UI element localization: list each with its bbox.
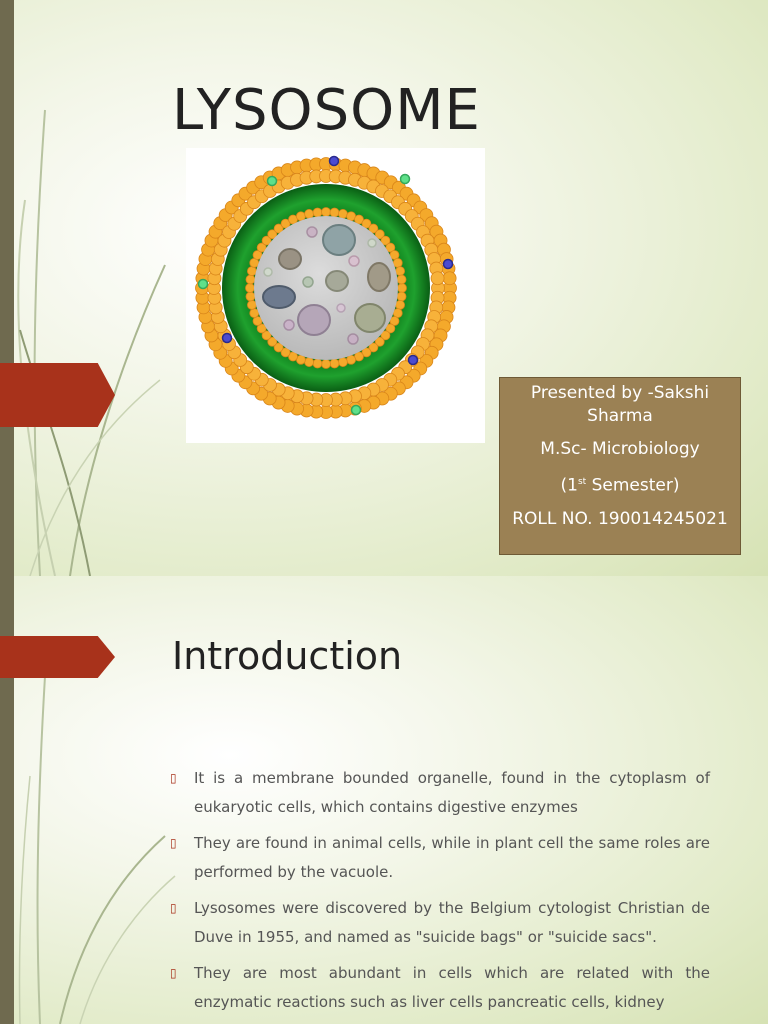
list-item: ▯ They are found in animal cells, while in plant cell the same roles are performed by the vacuole. xyxy=(170,829,710,887)
square-bullet-icon: ▯ xyxy=(170,836,177,850)
square-bullet-icon: ▯ xyxy=(170,901,177,915)
presenter-roll-no: ROLL NO. 190014245021 xyxy=(512,508,728,529)
list-item: ▯ They are most abundant in cells which are related with the enzymatic reactions such as liver cells pancreatic cells, kidney xyxy=(170,959,710,1017)
chevron-arrow-icon xyxy=(0,636,115,678)
chevron-arrow-icon xyxy=(0,363,115,427)
lysosome-illustration xyxy=(186,148,485,443)
square-bullet-icon: ▯ xyxy=(170,966,177,980)
presenter-info-box xyxy=(499,377,741,555)
square-bullet-icon: ▯ xyxy=(170,771,177,785)
section-title: Introduction xyxy=(172,634,403,678)
list-item: ▯ Lysosomes were discovered by the Belgium cytologist Christian de Duve in 1955, and named as "suicide bags" or "suicide sacs". xyxy=(170,894,710,952)
list-item: ▯ It is a membrane bounded organelle, found in the cytoplasm of eukaryotic cells, which contains digestive enzymes xyxy=(170,764,710,822)
grass-decoration xyxy=(0,0,200,576)
presenter-course: M.Sc- Microbiology xyxy=(540,439,700,459)
bullet-list xyxy=(170,764,710,1024)
presenter-semester: (1st Semester) xyxy=(560,475,680,496)
presenter-name: Presented by -Sakshi Sharma xyxy=(530,383,710,426)
slide-title-text: LYSOSOME xyxy=(172,78,481,143)
slide-introduction xyxy=(0,576,768,1024)
